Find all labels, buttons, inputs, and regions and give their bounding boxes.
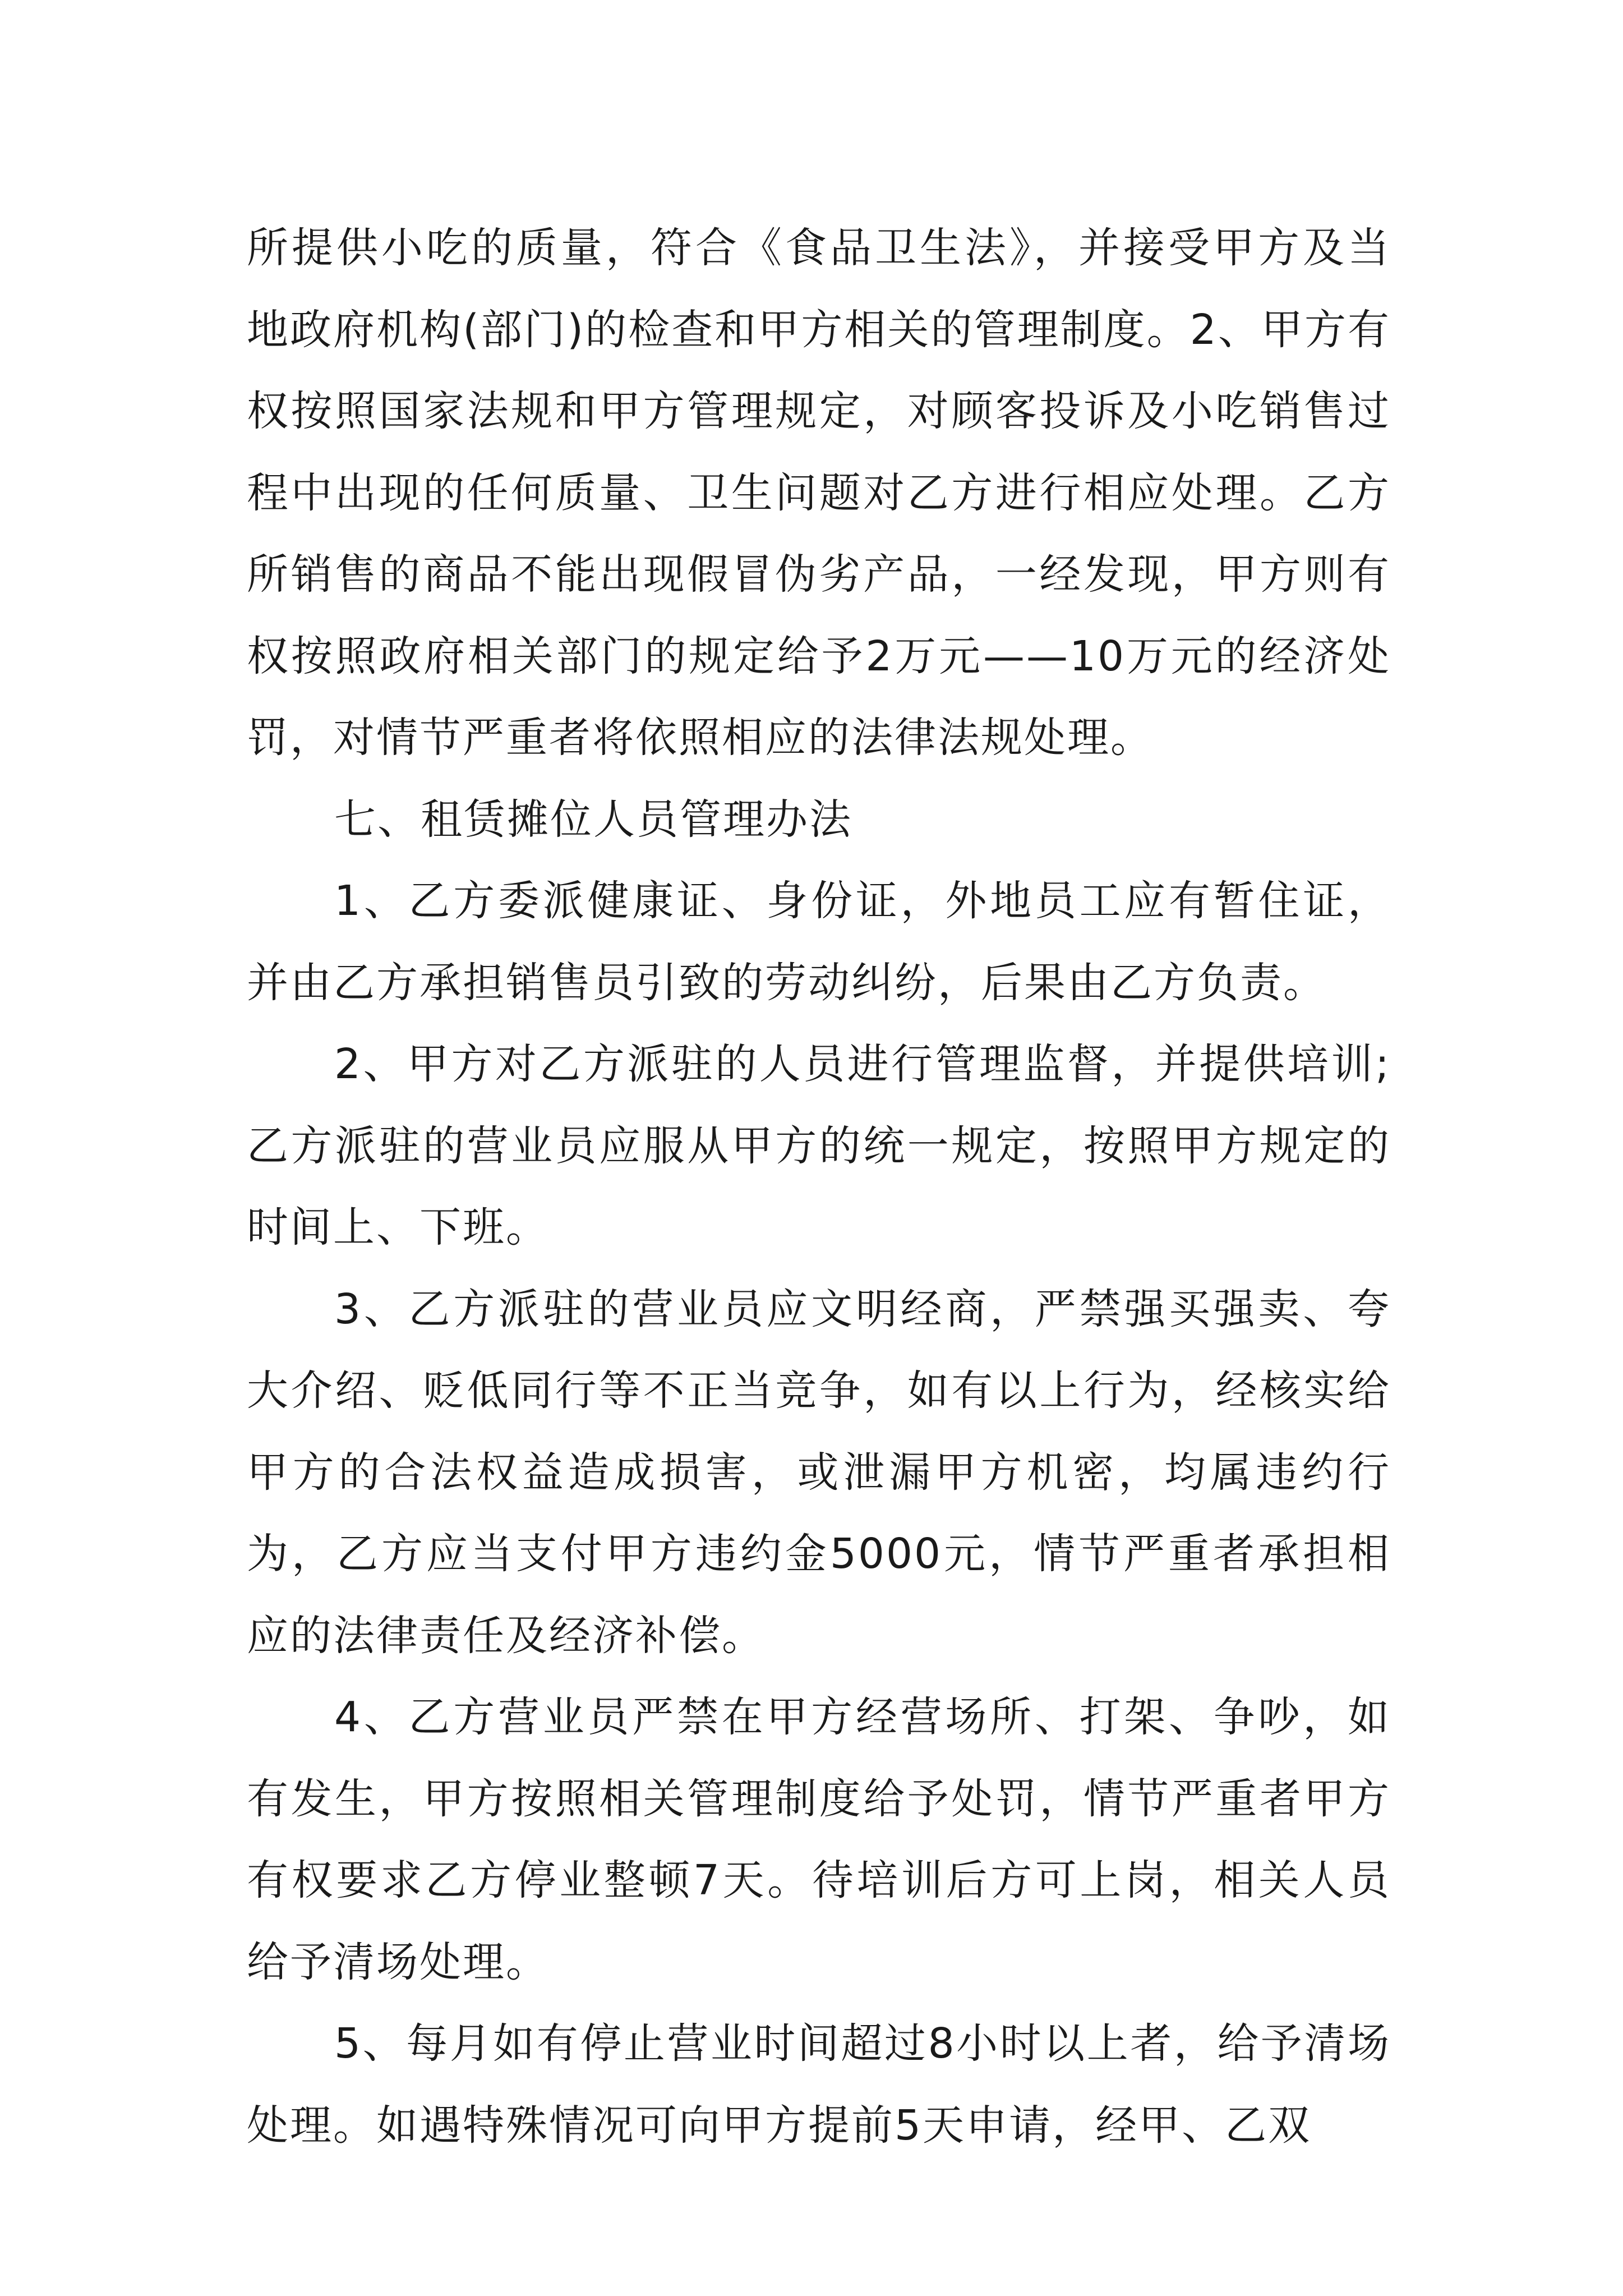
clause-2: 2、甲方对乙方派驻的人员进行管理监督，并提供培训;乙方派驻的营业员应服从甲方的统一规定，按照甲方规定的时间上、下班。 xyxy=(247,1040,1391,1251)
document-body xyxy=(247,208,1391,2166)
clause-3: 3、乙方派驻的营业员应文明经商，严禁强买强卖、夸大介绍、贬低同行等不正当竞争，如有以上行为，经核实给甲方的合法权益造成损害，或泄漏甲方机密，均属违约行为，乙方应当支付甲方违约金5000元，情节严重者承担相应的法律责任及经济补偿。 xyxy=(247,1285,1391,1660)
paragraph-continuation: 所提供小吃的质量，符合《食品卫生法》，并接受甲方及当地政府机构(部门)的检查和甲方相关的管理制度。2、甲方有权按照国家法规和甲方管理规定，对顾客投诉及小吃销售过程中出现的任何质量、卫生问题对乙方进行相应处理。乙方所销售的商品不能出现假冒伪劣产品，一经发现，甲方则有权按照政府相关部门的规定给予2万元——10万元的经济处罚，对情节严重者将依照相应的法律法规处理。 xyxy=(247,224,1391,762)
section-heading: 七、租赁摊位人员管理办法 xyxy=(334,795,852,844)
clause-4: 4、乙方营业员严禁在甲方经营场所、打架、争吵，如有发生，甲方按照相关管理制度给予处罚，情节严重者甲方有权要求乙方停业整顿7天。待培训后方可上岗，相关人员给予清场处理。 xyxy=(247,1693,1391,1986)
clause-5: 5、每月如有停止营业时间超过8小时以上者，给予清场处理。如遇特殊情况可向甲方提前5天申请，经甲、乙双 xyxy=(247,2019,1391,2150)
clause-1: 1、乙方委派健康证、身份证，外地员工应有暂住证，并由乙方承担销售员引致的劳动纠纷，后果由乙方负责。 xyxy=(247,877,1391,1007)
